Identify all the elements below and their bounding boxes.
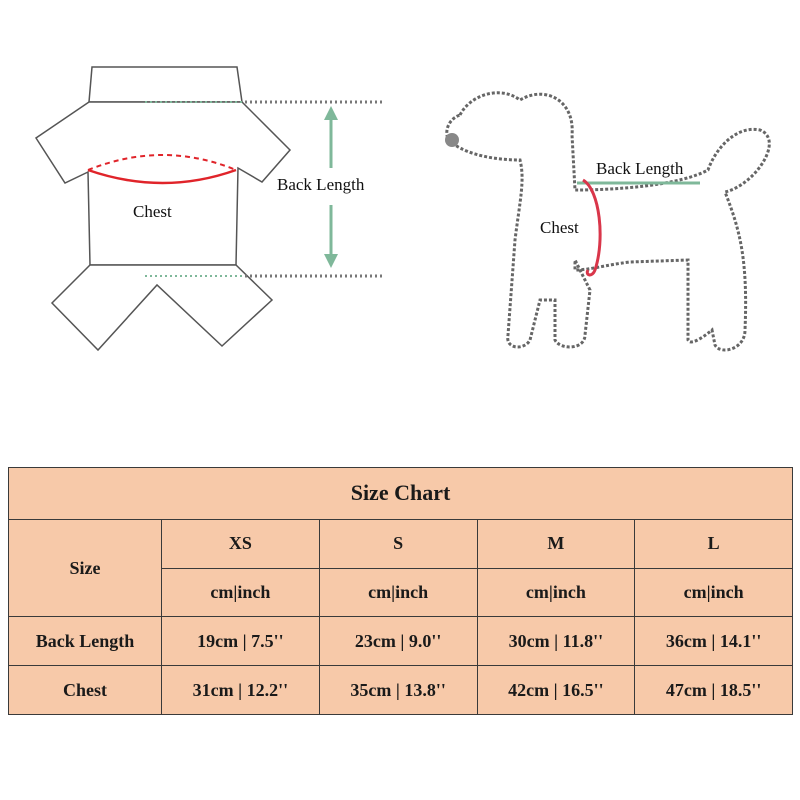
shirt-chest-label: Chest xyxy=(133,202,172,221)
dog-nose-icon xyxy=(445,133,459,147)
dog-chest-line xyxy=(583,180,600,275)
unit-cell: cm|inch xyxy=(477,568,635,617)
dog-back-length-label: Back Length xyxy=(596,159,684,178)
size-xs: XS xyxy=(162,519,320,568)
size-m: M xyxy=(477,519,635,568)
row-label-chest: Chest xyxy=(9,666,162,715)
size-l: L xyxy=(635,519,793,568)
size-chart-title: Size Chart xyxy=(9,468,793,520)
unit-cell: cm|inch xyxy=(319,568,477,617)
table-row xyxy=(9,617,793,666)
size-chart xyxy=(8,467,793,715)
unit-cell: cm|inch xyxy=(162,568,320,617)
row-label-back-length: Back Length xyxy=(9,617,162,666)
shirt-back-length-label: Back Length xyxy=(277,175,365,194)
size-chart-table xyxy=(8,467,793,715)
table-cell: 23cm | 9.0'' xyxy=(319,617,477,666)
dog-chest-label: Chest xyxy=(540,218,579,237)
table-cell: 35cm | 13.8'' xyxy=(319,666,477,715)
size-header-cell: Size xyxy=(9,519,162,617)
size-s: S xyxy=(319,519,477,568)
table-cell: 42cm | 16.5'' xyxy=(477,666,635,715)
unit-cell: cm|inch xyxy=(635,568,793,617)
table-cell: 30cm | 11.8'' xyxy=(477,617,635,666)
table-cell: 36cm | 14.1'' xyxy=(635,617,793,666)
table-cell: 19cm | 7.5'' xyxy=(162,617,320,666)
table-row xyxy=(9,666,793,715)
table-cell: 47cm | 18.5'' xyxy=(635,666,793,715)
dog-outline xyxy=(447,93,770,350)
table-cell: 31cm | 12.2'' xyxy=(162,666,320,715)
